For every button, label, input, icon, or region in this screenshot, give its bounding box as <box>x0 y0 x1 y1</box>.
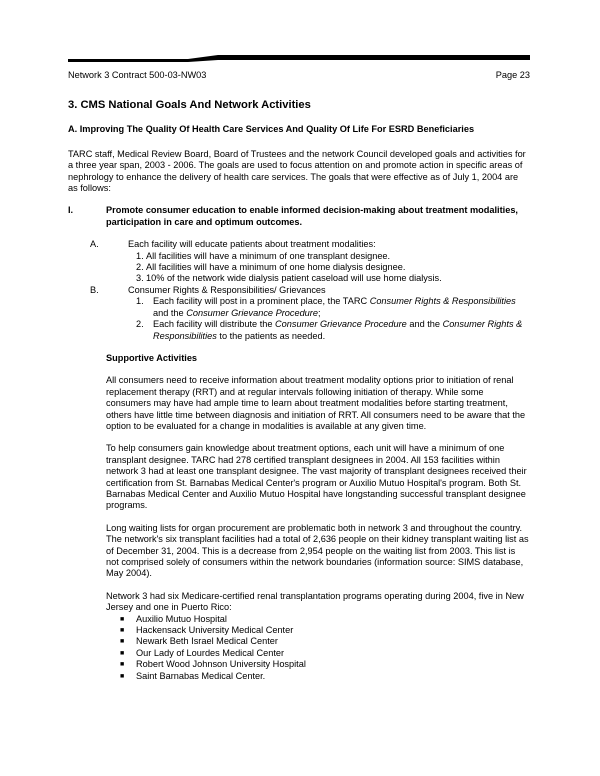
list-item: ■ Our Lady of Lourdes Medical Center <box>120 647 285 658</box>
list-item: ■ Newark Beth Israel Medical Center <box>120 636 278 647</box>
list-item: ■ Auxilio Mutuo Hospital <box>120 613 227 624</box>
list-item: ■ Robert Wood Johnson University Hospital <box>120 659 306 670</box>
header-rule <box>68 53 530 63</box>
paragraph: To help consumers gain knowledge about treatment options, each unit will have a minimum of one transplant designee. TARC had 278 certified transplant designees in 2004. All 153 facilities within network 3 had at least one transplant designee. The vast majority of transplant designees received their certification from St. Barnabas Medical Center's program or Auxilio Mutuo Hospital's program. Both St. Barnabas Medical Center and Auxilio Mutuo Hospital have longstanding successful transplant designee programs. <box>106 443 527 511</box>
section-title: 3. CMS National Goals And Network Activities <box>68 99 311 111</box>
list-item: ■ Saint Barnabas Medical Center. <box>120 670 266 681</box>
running-header <box>68 70 530 80</box>
list-item: 1. All facilities will have a minimum of one transplant designee. <box>136 250 391 261</box>
list-item: ■ Hackensack University Medical Center <box>120 625 294 636</box>
header-contract: Network 3 Contract 500-03-NW03 <box>68 70 207 80</box>
square-bullet-icon: ■ <box>120 638 125 646</box>
item-b-letter: B. <box>90 284 99 295</box>
paragraph: All consumers need to receive information about treatment modality options prior to initiation of renal replacement therapy (RRT) and at regular intervals following initiation of therapy. While some consumers may have had ample time to learn about treatment modalities before starting treatment, others have little time between diagnosis and initiation of RRT. All consumers need to be aware that the option to be evaluated for a change in modalities is available at any given time. <box>106 375 526 431</box>
list-item: 1. Each facility will post in a prominent place, the TARC Consumer Rights & Responsibilities and the Consumer Grievance Procedure; <box>136 296 516 318</box>
transplant-programs-list <box>106 614 530 682</box>
square-bullet-icon: ■ <box>120 672 125 680</box>
intro-paragraph: TARC staff, Medical Review Board, Board of Trustees and the network Council developed goals and activities for a three year span, 2003 - 2006. The goals are used to focus attention on and promote action in specific areas of nephrology to enhance the delivery of health care services. The goals that were effective as of July 1, 2004 are as follows: <box>68 148 526 194</box>
item-a <box>68 239 530 285</box>
item-b-text: Consumer Rights & Responsibilities/ Grievances <box>128 284 326 295</box>
list-item: 2. All facilities will have a minimum of one home dialysis designee. <box>136 262 406 273</box>
goal-item <box>68 205 530 228</box>
item-b <box>68 285 530 342</box>
item-b-list <box>128 296 530 342</box>
square-bullet-icon: ■ <box>120 615 125 623</box>
list-item: 2. Each facility will distribute the Consumer Grievance Procedure and the Consumer Rights & Responsibilities to the patients as needed. <box>136 319 523 341</box>
square-bullet-icon: ■ <box>120 661 125 669</box>
header-page-number: Page 23 <box>495 70 530 80</box>
square-bullet-icon: ■ <box>120 627 125 635</box>
list-item: 3. 10% of the network wide dialysis patient caseload will use home dialysis. <box>136 273 442 284</box>
item-a-list <box>128 251 530 285</box>
item-a-text: Each facility will educate patients about treatment modalities: <box>128 239 376 250</box>
paragraph: Network 3 had six Medicare-certified renal transplantation programs operating during 2004, five in New Jersey and one in Puerto Rico: <box>106 590 524 613</box>
goal-text: Promote consumer education to enable informed decision-making about treatment modalities, participation in care and optimum outcomes. <box>106 205 518 227</box>
item-a-letter: A. <box>90 239 99 250</box>
subsection-title: A. Improving The Quality Of Health Care Services And Quality Of Life For ESRD Beneficiaries <box>68 124 475 135</box>
square-bullet-icon: ■ <box>120 649 125 657</box>
goal-number: I. <box>68 205 74 216</box>
paragraph: Long waiting lists for organ procurement are problematic both in network 3 and throughout the country. The network's six transplant facilities had a total of 2,636 people on their kidney transplant waiting list as of December 31, 2004. This is a decrease from 2,954 people on the waiting list from 2003. This list is not comprised solely of consumers within the network boundaries (information source: SIMS database, May 2004). <box>106 522 529 579</box>
main-content <box>68 100 530 682</box>
supportive-activities-heading: Supportive Activities <box>106 352 198 363</box>
